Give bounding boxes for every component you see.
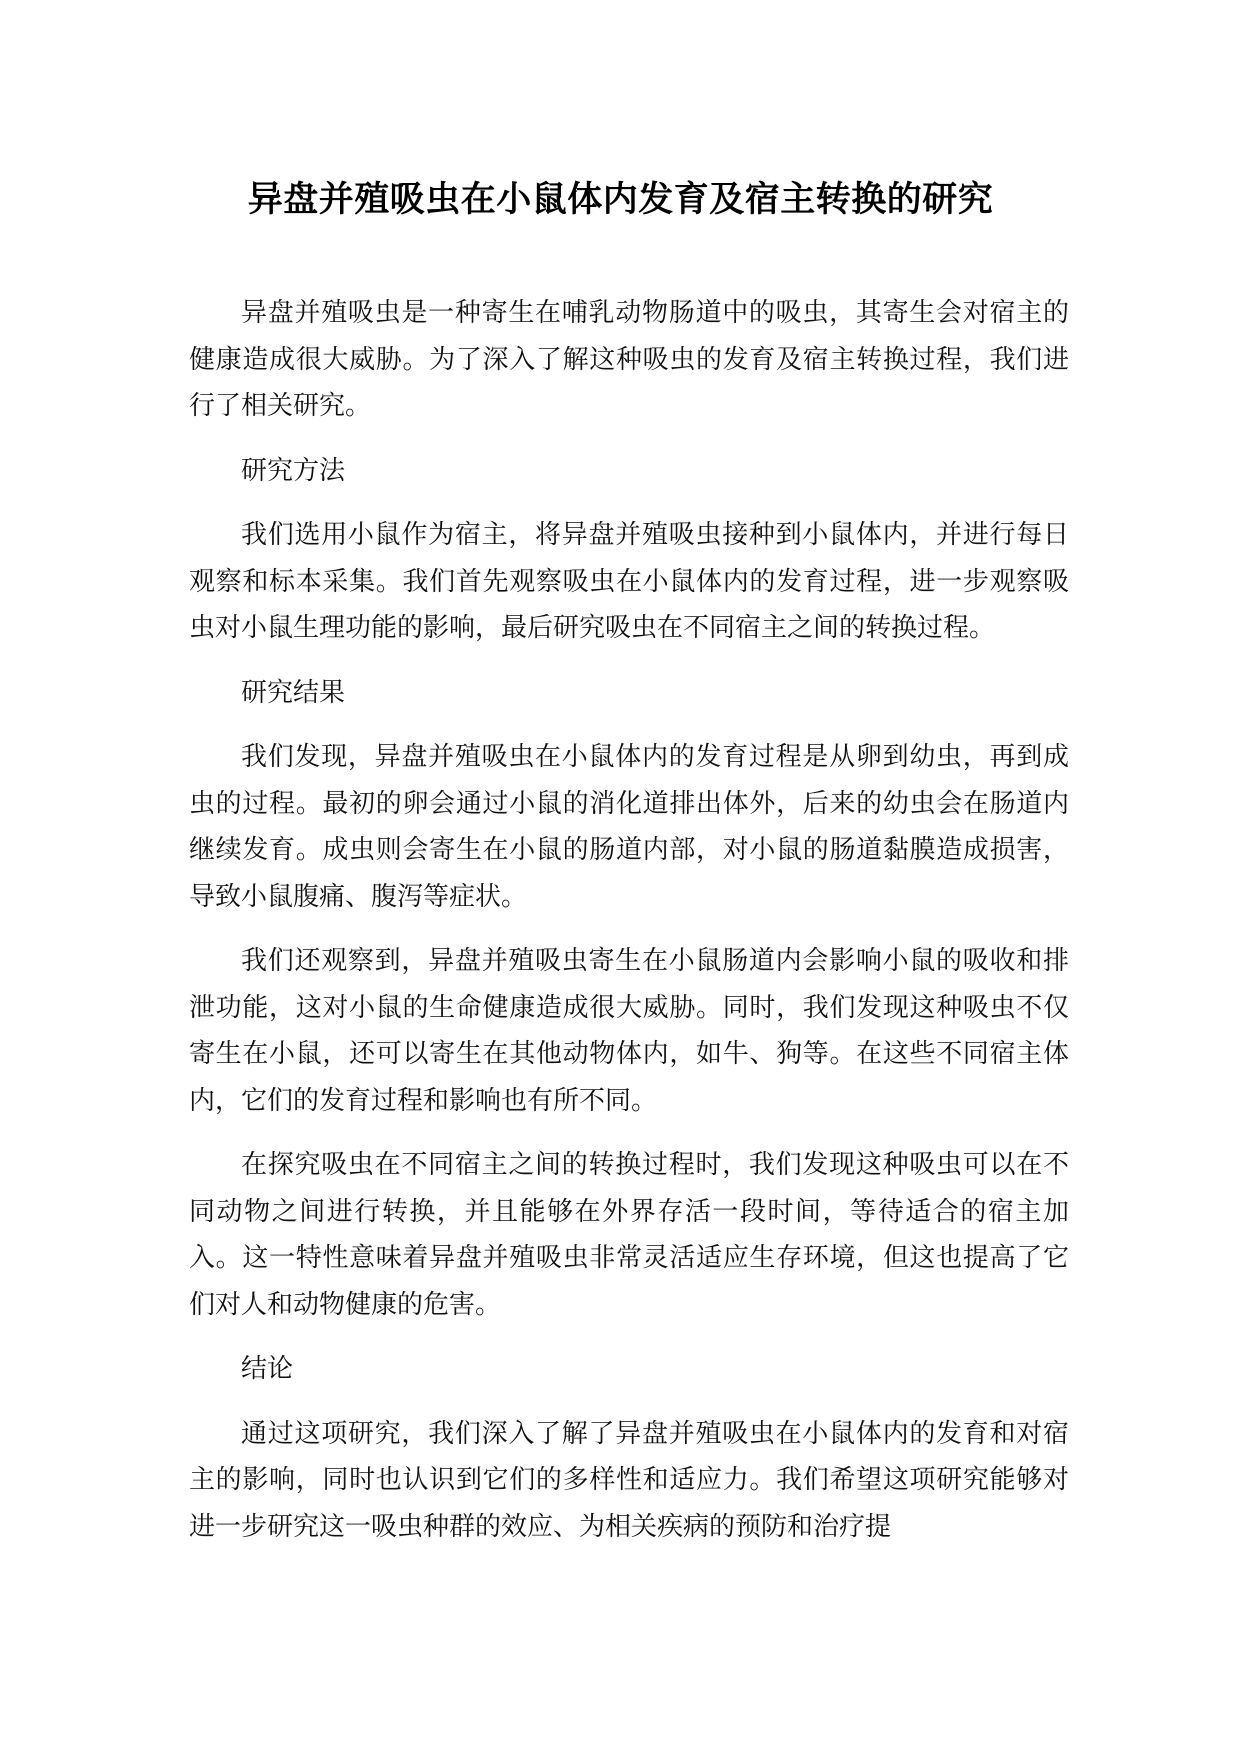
document-body (189, 290, 1069, 1568)
section-heading-methods: 研究方法 (241, 455, 346, 486)
document-title: 异盘并殖吸虫在小鼠体内发育及宿主转换的研究 (247, 180, 994, 220)
results-paragraph-2: 我们还观察到，异盘并殖吸虫寄生在小鼠肠道内会影响小鼠的吸收和排泄功能，这对小鼠的生命健康造成很大威胁。同时，我们发现这种吸虫不仅寄生在小鼠，还可以寄生在其他动物体内，如牛、狗等。在这些不同宿主体内，它们的发育过程和影响也有所不同。 (189, 946, 1069, 1116)
conclusion-paragraph: 通过这项研究，我们深入了解了异盘并殖吸虫在小鼠体内的发育和对宿主的影响，同时也认识到它们的多样性和适应力。我们希望这项研究能够对进一步研究这一吸虫种群的效应、为相关疾病的预防和治疗提 (189, 1418, 1069, 1542)
results-paragraph-1: 我们发现，异盘并殖吸虫在小鼠体内的发育过程是从卵到幼虫，再到成虫的过程。最初的卵会通过小鼠的消化道排出体外，后来的幼虫会在肠道内继续发育。成虫则会寄生在小鼠的肠道内部，对小鼠的肠道黏膜造成损害，导致小鼠腹痛、腹泻等症状。 (189, 742, 1069, 912)
methods-paragraph: 我们选用小鼠作为宿主，将异盘并殖吸虫接种到小鼠体内，并进行每日观察和标本采集。我们首先观察吸虫在小鼠体内的发育过程，进一步观察吸虫对小鼠生理功能的影响，最后研究吸虫在不同宿主之间的转换过程。 (189, 520, 1069, 643)
results-paragraph-3: 在探究吸虫在不同宿主之间的转换过程时，我们发现这种吸虫可以在不同动物之间进行转换，并且能够在外界存活一段时间，等待适合的宿主加入。这一特性意味着异盘并殖吸虫非常灵活适应生存环境，但这也提高了它们对人和动物健康的危害。 (189, 1150, 1069, 1320)
intro-paragraph: 异盘并殖吸虫是一种寄生在哺乳动物肠道中的吸虫，其寄生会对宿主的健康造成很大威胁。为了深入了解这种吸虫的发育及宿主转换过程，我们进行了相关研究。 (189, 298, 1069, 421)
section-heading-conclusion: 结论 (241, 1354, 294, 1384)
section-heading-results: 研究结果 (241, 677, 346, 708)
